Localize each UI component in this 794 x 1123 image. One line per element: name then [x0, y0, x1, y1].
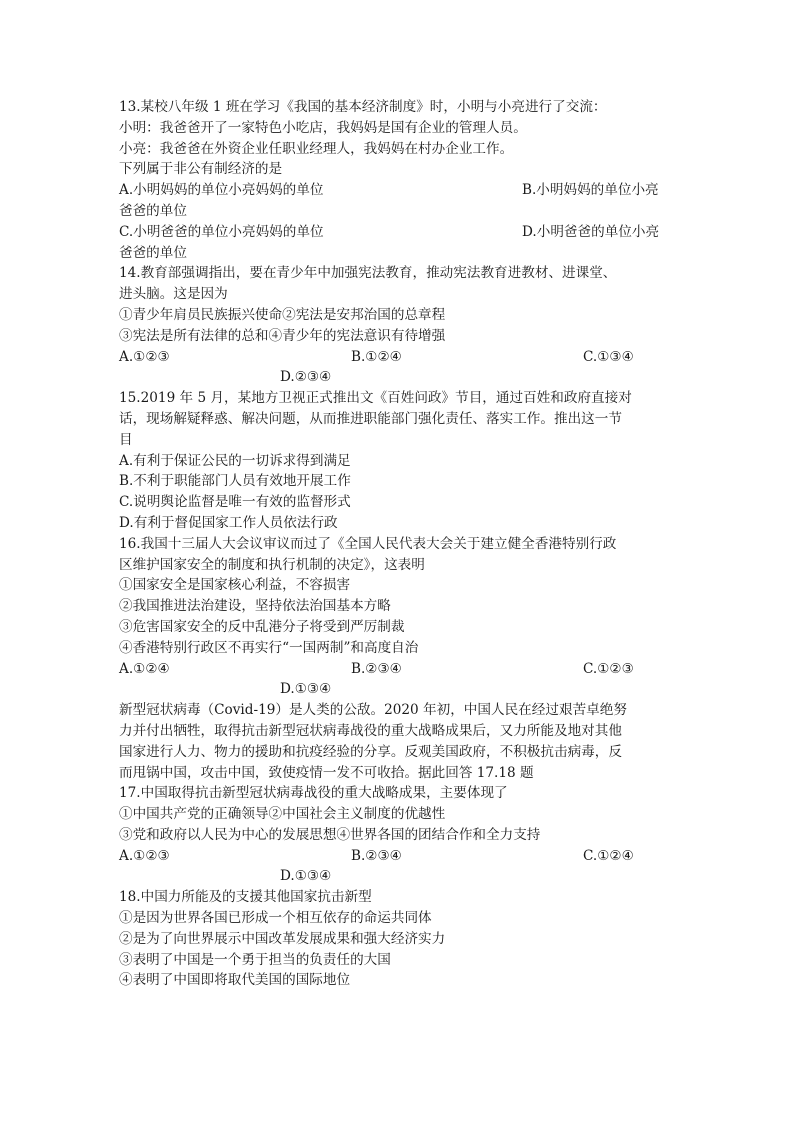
- q13-stem: 13.某校八年级 1 班在学习《我国的基本经济制度》时，小明与小亮进行了交流：: [119, 99, 607, 115]
- question-16: [119, 534, 675, 700]
- q13-option-a: A.小明妈妈的单位小亮妈妈的单位: [119, 182, 324, 199]
- q17-items-2: ③党和政府以人民为中心的发展思想④世界各国的团结合作和全力支持: [119, 826, 541, 843]
- q16-option-b: B.②③④: [351, 660, 402, 677]
- q13-options-row-1: [119, 180, 675, 201]
- q13-option-d-cont: 爸爸的单位: [119, 244, 187, 261]
- q17-option-d: D.①③④: [280, 868, 332, 885]
- q16-item-3: ③危害国家安全的反中乱港分子将受到严厉制裁: [119, 618, 405, 635]
- q14-option-a: A.①②③: [119, 348, 170, 365]
- q17-stem: 17.中国取得抗击新型冠状病毒战役的重大战略成果，主要体现了: [119, 785, 508, 802]
- q14-option-c: C.①③④: [583, 348, 634, 365]
- q13-options-row-2: [119, 222, 675, 243]
- q13-option-b-cont: 爸爸的单位: [119, 202, 187, 219]
- q17-options-row-2: [119, 866, 675, 887]
- q16-item-1: ①国家安全是国家核心利益，不容损害: [119, 577, 351, 594]
- q15-option-c: C.说明舆论监督是唯一有效的监督形式: [119, 494, 351, 511]
- q15-option-b: B.不利于职能部门人员有效地开展工作: [119, 473, 351, 490]
- q17-options-row: [119, 846, 675, 867]
- q13-prompt: 下列属于非公有制经济的是: [119, 161, 283, 178]
- material-line-3: 国家进行人力、物力的援助和抗疫经验的分享。反观美国政府，不积极抗击病毒，反: [119, 743, 622, 760]
- q16-item-4: ④香港特别行政区不再实行“一国两制”和高度自治: [119, 639, 419, 656]
- material-line-2: 力并付出牺牲，取得抗击新型冠状病毒战役的重大战略成果后，又力所能及地对其他: [119, 722, 622, 739]
- q16-options-row-2: [119, 679, 675, 700]
- q17-option-b: B.②③④: [351, 847, 402, 864]
- q16-option-a: A.①②④: [119, 660, 170, 677]
- q15-stem-1: 15.2019 年 5 月，某地方卫视正式推出文《百姓问政》节目，通过百姓和政府直接对: [119, 390, 632, 407]
- q13-option-c: C.小明爸爸的单位小亮妈妈的单位: [119, 223, 324, 240]
- q17-option-a: A.①②③: [119, 847, 170, 864]
- q16-option-c: C.①②③: [583, 660, 634, 677]
- q15-option-a: A.有利于保证公民的一切诉求得到满足: [119, 452, 351, 469]
- exam-page: [119, 97, 675, 991]
- material-line-1: 新型冠状病毒（Covid-19）是人类的公敌。2020 年初，中国人民在经过艰苦卓绝努: [119, 702, 627, 719]
- q13-option-d: D.小明爸爸的单位小亮: [522, 223, 660, 240]
- q17-option-c: C.①②④: [583, 847, 634, 864]
- question-17: [119, 783, 675, 887]
- question-13: [119, 97, 675, 263]
- q14-stem-2: 进头脑。这是因为: [119, 286, 228, 303]
- q13-option-b: B.小明妈妈的单位小亮: [522, 182, 659, 199]
- q15-stem-2: 话，现场解疑释惑、解决问题，从而推进职能部门强化责任、落实工作。推出这一节: [119, 410, 622, 427]
- q18-item-4: ④表明了中国即将取代美国的国际地位: [119, 972, 351, 989]
- q14-options-row: [119, 347, 675, 368]
- material-line-4: 而甩锅中国，攻击中国，致使疫情一发不可收拾。据此回答 17.18 题: [119, 764, 534, 781]
- q18-item-2: ②是为了向世界展示中国改革发展成果和强大经济实力: [119, 930, 446, 947]
- q18-stem: 18.中国力所能及的支援其他国家抗击新型: [119, 889, 372, 906]
- q16-item-2: ②我国推进法治建设，坚持依法治国基本方略: [119, 598, 391, 615]
- question-15: [119, 388, 675, 534]
- q14-stem-1: 14.教育部强调指出，要在青少年中加强宪法教育，推动宪法教育进教材、进课堂、: [119, 265, 617, 282]
- q14-items-1: ①青少年肩员民族振兴使命②宪法是安邦治国的总章程: [119, 306, 446, 323]
- question-14: [119, 263, 675, 388]
- q14-option-d: D.②③④: [280, 369, 332, 386]
- q18-item-1: ①是因为世界各国已形成一个相互依存的命运共同体: [119, 910, 432, 927]
- q14-items-2: ③宪法是所有法律的总和④青少年的宪法意识有待增强: [119, 327, 446, 344]
- q13-xiaoming-line: 小明：我爸爸开了一家特色小吃店，我妈妈是国有企业的管理人员。: [119, 119, 527, 136]
- q15-option-d: D.有利于督促国家工作人员依法行政: [119, 514, 338, 531]
- q14-options-row-2: [119, 367, 675, 388]
- material-passage: [119, 700, 675, 783]
- q18-item-3: ③表明了中国是一个勇于担当的负责任的大国: [119, 951, 391, 968]
- q16-stem-1: 16.我国十三届人大会议审议而过了《全国人民代表大会关于建立健全香港特别行政: [119, 535, 617, 552]
- q16-option-d: D.①③④: [280, 681, 332, 698]
- question-18: [119, 887, 675, 991]
- q16-options-row: [119, 659, 675, 680]
- q16-stem-2: 区维护国家安全的制度和执行机制的决定》，这表明: [119, 556, 425, 573]
- q17-items-1: ①中国共产党的正确领导②中国社会主义制度的优越性: [119, 806, 446, 823]
- q15-stem-3: 目: [119, 431, 133, 448]
- q13-xiaoliang-line: 小亮：我爸爸在外资企业任职业经理人，我妈妈在村办企业工作。: [119, 140, 514, 157]
- q14-option-b: B.①②④: [351, 348, 402, 365]
